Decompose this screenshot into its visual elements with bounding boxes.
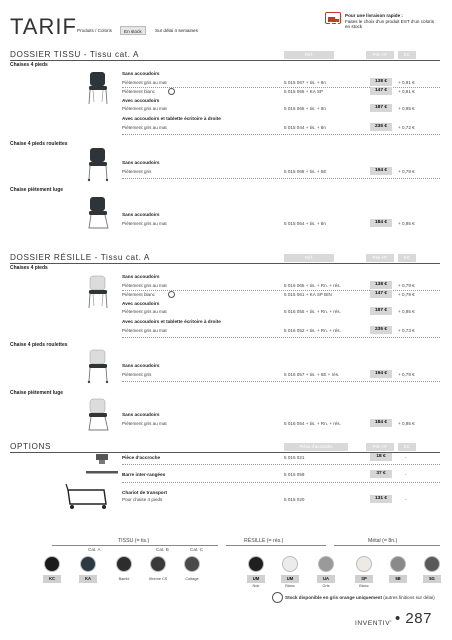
product-ref: 5 015 066 + KA SP — [284, 89, 323, 94]
swatch-group-title: RÉSILLE (= rés.) — [244, 538, 284, 544]
chair-sled-image — [84, 195, 112, 231]
swatch-name: Bambi — [118, 577, 130, 581]
swatch-code: 5G — [423, 575, 441, 583]
color-swatch — [318, 556, 334, 572]
col-header-ref: Réf. — [284, 254, 334, 262]
product-eco: + 0,95 € — [398, 421, 415, 426]
product-ref: 5 015 064 + tis. + 8n — [284, 221, 326, 226]
row-divider — [122, 337, 440, 338]
swatch-name: Noir — [252, 584, 260, 588]
section-rule — [10, 263, 440, 264]
product-price: 147 € — [370, 290, 392, 298]
chair-mesh-image — [84, 274, 112, 310]
legend-in-stock: En stock — [120, 26, 146, 35]
product-ref: 5 015 044 + tis. + 8n — [284, 125, 326, 130]
product-eco: + 0,73 € — [398, 328, 415, 333]
swatch-cat-c: Cat. C — [190, 547, 204, 552]
group-label: Avec accoudoirs — [122, 98, 160, 103]
product-line: Piètement gris au mat — [122, 221, 167, 226]
color-swatch — [390, 556, 406, 572]
product-eco: + 0,72 € — [398, 125, 415, 130]
group-label: Sans accoudoirs — [122, 71, 160, 76]
section-title-options: OPTIONS — [10, 442, 52, 451]
product-ref: 5 015 061 + KA SP BIN — [284, 292, 332, 297]
swatch-cat-b: Cat. B — [156, 547, 169, 552]
legend-delay: Sur délai 4 semaines — [152, 26, 201, 35]
swatch-code: UM — [247, 575, 265, 583]
row-divider — [122, 482, 440, 483]
product-line: Piètement gris au mat — [122, 80, 167, 85]
product-ref: 5 016 065 + tis. + Rn. + rés. — [284, 283, 341, 288]
option-price: 131 € — [370, 495, 392, 503]
category-label: Chaise piètement luge — [10, 187, 64, 193]
color-swatch — [248, 556, 264, 572]
product-eco: + 0,79 € — [398, 169, 415, 174]
product-line: Piètement gris — [122, 372, 152, 377]
col-header-eco: EC — [398, 254, 416, 262]
page-number: • 287 — [395, 610, 432, 627]
option-ref: 5 015 059 — [284, 472, 305, 477]
col-header-options-eco: EC — [398, 443, 416, 451]
product-line: Piètement gris au mat — [122, 309, 167, 314]
option-ref: 5 015 021 — [284, 455, 305, 460]
product-line: Piètement gris au mat — [122, 283, 167, 288]
product-eco: + 0,91 € — [398, 89, 415, 94]
color-swatch — [44, 556, 60, 572]
product-ref: 5 016 055 + tis. + Rn. + rés. — [284, 309, 341, 314]
header-subtitle: Produits / Coloris — [77, 28, 112, 33]
product-line: Piètement gris — [122, 169, 152, 174]
chair-mesh-casters-image — [84, 348, 112, 384]
color-swatch — [184, 556, 200, 572]
group-label: Sans accoudoirs — [122, 160, 160, 165]
delivery-note — [325, 10, 440, 28]
footer-note — [285, 595, 435, 600]
footer-note-rest: (autres finitions sur délai) — [382, 595, 435, 600]
option-ref: 5 015 020 — [284, 497, 305, 502]
swatch-group-title: TISSU (= tis.) — [118, 538, 150, 544]
swatch-group-rule — [52, 545, 218, 546]
row-divider — [122, 178, 440, 179]
category-label: Chaises 4 pieds — [10, 265, 48, 271]
product-price: 138 € — [370, 281, 392, 289]
swatch-cat-a: Cat. A — [88, 547, 101, 552]
swatch-code: KA — [79, 575, 97, 583]
product-line: Piètement gris au mat — [122, 421, 167, 426]
product-line: Piètement gris au mat — [122, 125, 167, 130]
row-divider — [122, 381, 440, 382]
section-rule — [10, 60, 440, 61]
swatch-code: 5B — [389, 575, 407, 583]
delivery-note-text — [345, 13, 440, 30]
trolley-image — [64, 482, 110, 512]
category-label: Chaise 4 pieds roulettes — [10, 342, 68, 348]
product-price: 235 € — [370, 123, 392, 131]
product-price: 235 € — [370, 326, 392, 334]
col-header-price: Prix HT — [366, 254, 394, 262]
group-label: Sans accoudoirs — [122, 212, 160, 217]
section-title-resille: DOSSIER RÉSILLE - Tissu cat. A — [10, 253, 150, 262]
product-ref: 5 016 054 + tis. + Rn. + rés. — [284, 421, 341, 426]
product-line: Piètement blanc — [122, 292, 155, 297]
category-label: Chaises 4 pieds — [10, 62, 48, 68]
product-eco: + 0,79 € — [398, 283, 415, 288]
swatch-code: UM — [281, 575, 299, 583]
section-title-tissu: DOSSIER TISSU - Tissu cat. A — [10, 50, 140, 59]
swatch-code: UA — [317, 575, 335, 583]
swatch-group-title: Métal (= 8n.) — [368, 538, 398, 544]
group-label: Avec accoudoirs et tablette écritoire à droite — [122, 116, 221, 121]
option-label: Pièce d'accroche — [122, 455, 161, 460]
brand-name: INVENTIV' — [355, 620, 393, 627]
color-swatch — [356, 556, 372, 572]
product-price: 194 € — [370, 370, 392, 378]
color-swatch — [116, 556, 132, 572]
option-eco: - — [405, 497, 407, 502]
product-eco: + 0,95 € — [398, 309, 415, 314]
col-header-options-ref: Pièce d'accroche — [284, 443, 348, 451]
product-ref: 5 015 065 + tis. + 8n — [284, 106, 326, 111]
truck-icon — [325, 12, 341, 24]
product-price: 187 € — [370, 104, 392, 112]
stock-info-icon — [168, 291, 175, 298]
option-label: Chariot de transport — [122, 490, 168, 495]
option-price: 18 € — [370, 453, 392, 461]
col-header-price: Prix HT — [366, 51, 394, 59]
swatch-name: Gris — [322, 584, 330, 588]
col-header-options-price: Prix HT — [366, 443, 394, 451]
product-price: 147 € — [370, 87, 392, 95]
product-price: 194 € — [370, 167, 392, 175]
category-label: Chaise piètement luge — [10, 390, 64, 396]
row-divider — [122, 464, 440, 465]
product-line: Piètement gris au mat — [122, 328, 167, 333]
col-header-ref: Réf. — [284, 51, 334, 59]
product-eco: + 0,91 € — [398, 80, 415, 85]
group-label: Sans accoudoirs — [122, 412, 160, 417]
option-price: 37 € — [370, 470, 392, 478]
col-header-eco: EC — [398, 51, 416, 59]
option-sublabel: Pour chaise 4 pieds — [122, 497, 163, 502]
swatch-code: KC — [43, 575, 61, 583]
swatch-code: SP — [355, 575, 373, 583]
group-label: Sans accoudoirs — [122, 363, 160, 368]
product-price: 187 € — [370, 307, 392, 315]
swatch-group-rule — [226, 545, 326, 546]
product-eco: + 0,79 € — [398, 292, 415, 297]
product-line: Piètement blanc — [122, 89, 155, 94]
swatch-name: Blanc — [359, 584, 369, 588]
color-swatch — [80, 556, 96, 572]
color-swatch — [150, 556, 166, 572]
swatch-name: Cottage — [185, 577, 199, 581]
delivery-note-line1: Pour une livraison rapide : — [345, 13, 403, 18]
chair-4-legs-image — [84, 70, 112, 106]
color-swatch — [282, 556, 298, 572]
product-line: Piètement gris au mat — [122, 106, 167, 111]
hook-part-image — [92, 450, 112, 466]
category-label: Chaise 4 pieds roulettes — [10, 141, 68, 147]
page-title: TARIF — [10, 14, 77, 39]
product-ref: 5 015 067 + tis. + 8n — [284, 80, 326, 85]
product-ref: 5 016 052 + tis. + Rn. + rés. — [284, 328, 341, 333]
delivery-note-line2: Faites le choix d'un produit EST d'un coloris en stock — [345, 18, 434, 30]
option-eco: - — [405, 455, 407, 460]
product-eco: + 0,95 € — [398, 221, 415, 226]
chair-mesh-sled-image — [84, 397, 112, 433]
product-ref: 5 016 057 + tis. + 5E + rés. — [284, 372, 340, 377]
color-swatch — [424, 556, 440, 572]
group-label: Avec accoudoirs — [122, 301, 160, 306]
option-eco: - — [405, 472, 407, 477]
product-eco: + 0,95 € — [398, 106, 415, 111]
stock-info-icon — [168, 88, 175, 95]
product-price: 184 € — [370, 419, 392, 427]
chair-casters-image — [84, 146, 112, 182]
swatch-name: Xtreme CS — [148, 577, 168, 581]
group-label: Sans accoudoirs — [122, 274, 160, 279]
swatch-name: Blanc — [285, 584, 295, 588]
product-price: 138 € — [370, 78, 392, 86]
product-price: 184 € — [370, 219, 392, 227]
group-label: Avec accoudoirs et tablette écritoire à droite — [122, 319, 221, 324]
product-ref: 5 015 068 + tis. + 5E — [284, 169, 327, 174]
row-divider — [122, 134, 440, 135]
swatch-group-rule — [334, 545, 440, 546]
info-icon — [272, 592, 283, 603]
footer-note-bold: Stock disponible en gris orange uniquement — [285, 595, 382, 600]
product-eco: + 0,79 € — [398, 372, 415, 377]
option-label: Barre inter-rangées — [122, 472, 166, 477]
bar-image — [84, 466, 120, 478]
